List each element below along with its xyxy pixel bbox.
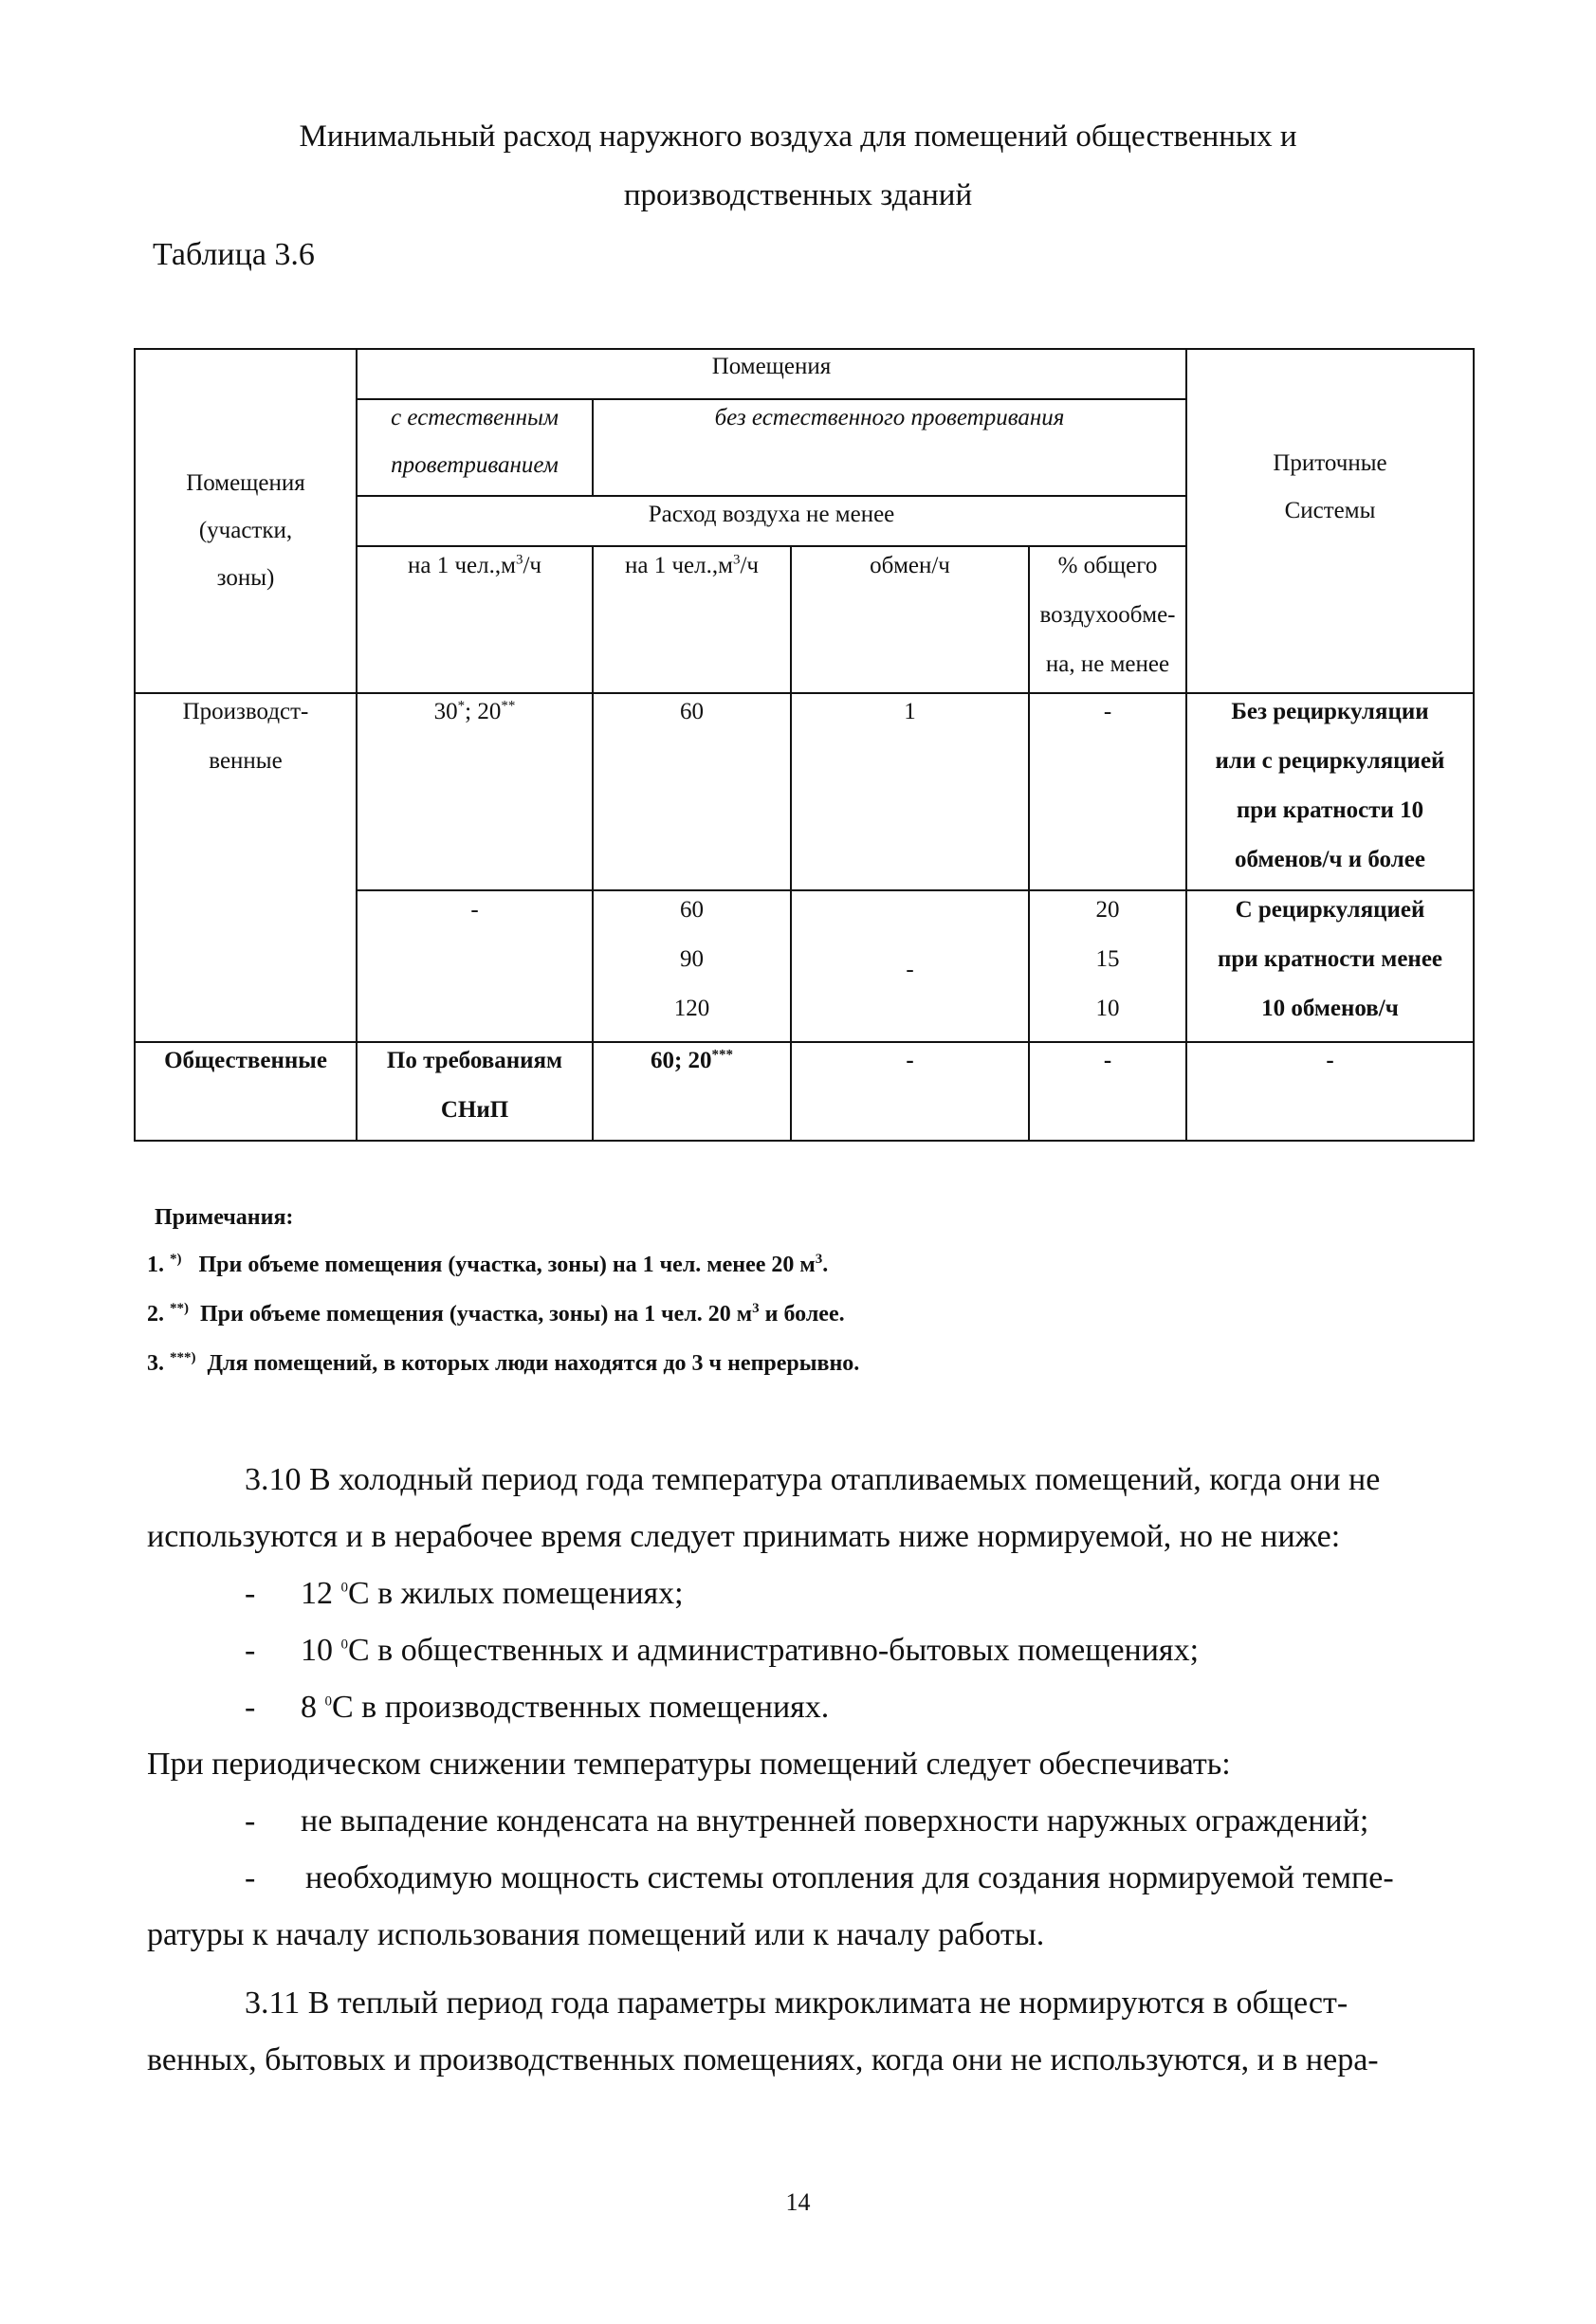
subheader-percent-line1: % общего [1057,553,1158,578]
r3-per-person: 60; 20*** [650,1047,734,1073]
bullet-condensate: не выпадение конденсата на внутренней поверхности наружных ограждений; [301,1803,1369,1839]
subheader-percent-line3: на, не менее [1045,651,1170,677]
bullet-industrial: 8 $^0$С в производственных помещениях. [301,1690,830,1725]
r2-system-line3: 10 обменов/ч [1261,996,1399,1021]
r2-system-line1: С рециркуляцией [1235,897,1425,923]
row-public-label: Общественные [164,1048,327,1073]
paragraph-3-10-line1: 3.10 В холодный период года температура отапливаемых помещений, когда они не [245,1462,1381,1497]
r2-per-person-1: 60 [680,897,704,923]
r2-percent-2: 15 [1095,946,1120,972]
r3-system: - [1326,1048,1334,1073]
r1-natural-value: 30*; 20** [433,698,516,724]
r1-exchange: 1 [904,699,916,724]
bullet-dash-3: - [245,1690,256,1725]
r3-percent: - [1103,1048,1112,1073]
header-no-natural-ventilation: без естественного проветривания [714,405,1065,430]
r2-percent-3: 10 [1095,996,1120,1021]
header-supply-systems-line1: Приточные [1273,450,1387,476]
header-supply-systems-line2: Системы [1284,498,1376,523]
r1-percent: - [1103,699,1112,724]
subheader-percent-line2: воздухообме- [1039,602,1176,628]
header-natural-ventilation-line1: с естественным [391,405,559,430]
bullet-dash-2: - [245,1633,256,1668]
notes-heading: Примечания: [155,1205,294,1230]
subheader-per-person: на 1 $чел.,м^3/ч$ [625,552,759,578]
r2-percent-1: 20 [1095,897,1120,923]
bullet-dash-5: - [245,1860,256,1895]
subheader-per-person-natural: на 1 $чел.,м^3/ч$ [408,552,541,578]
header-rooms: Помещения [186,470,305,496]
r2-exchange: - [906,957,914,982]
header-rooms-sections: (участки, [198,518,293,543]
bullet-heating-power-cont: ратуры к началу использования помещений или к началу работы. [147,1917,1045,1952]
row-industrial-label-line1: Производст- [182,699,309,724]
periodic-lowering-text: При периодическом снижении температуры помещений следует обеспечивать: [147,1747,1231,1782]
r3-natural-line2: СНиП [440,1097,509,1123]
header-air-flow: Расход воздуха не менее [648,502,895,527]
bullet-dash-4: - [245,1803,256,1839]
bullet-public: 10 $^0$С в общественных и административно-бытовых помещениях; [301,1633,1200,1668]
r2-system-line2: при кратности менее [1217,946,1443,972]
r1-system-line4: обменов/ч и более [1235,847,1425,872]
document-title-line-2: производственных зданий [623,178,973,212]
r1-system-line3: при кратности 10 [1236,797,1424,823]
bullet-residential: 12 $^0$С в жилых помещениях; [301,1576,684,1611]
page-number: 14 [785,2188,811,2216]
r2-per-person-2: 90 [680,946,704,972]
header-natural-ventilation-line2: проветриванием [391,452,559,478]
r1-system-line2: или с рециркуляцией [1215,748,1445,774]
bullet-heating-power: необходимую мощность системы отопления для создания нормируемой темпе- [305,1860,1394,1895]
r2-per-person-3: 120 [673,996,710,1021]
r3-natural-line1: По требованиям [386,1048,563,1073]
r1-system-line1: Без рециркуляции [1231,699,1429,724]
bullet-dash-1: - [245,1576,256,1611]
note-1: 1. *) При объеме помещения (участка, зоны) на 1 чел. менее 20 $м^3$. [147,1252,829,1277]
table-number: Таблица 3.6 [153,237,315,272]
header-premises-group: Помещения [711,354,832,379]
paragraph-3-10-line2: используются и в нерабочее время следует принимать ниже нормируемой, но не ниже: [147,1519,1341,1554]
document-title-line-1: Минимальный расход наружного воздуха для помещений общественных и [299,119,1297,154]
note-2: 2. **) При объеме помещения (участка, зоны) на 1 чел. 20 $м^3$ и более. [147,1301,845,1327]
header-rooms-zones: зоны) [216,565,275,591]
r3-exchange: - [906,1048,914,1073]
note-3: 3. ***) Для помещений, в которых люди находятся до 3 ч непрерывно. [147,1350,860,1376]
paragraph-3-11-line2: венных, бытовых и производственных помещениях, когда они не используются, и в нера- [147,2042,1379,2077]
row-industrial-label-line2: венные [209,748,283,774]
r1-per-person: 60 [680,699,704,724]
subheader-exchange: обмен/ч [870,553,950,578]
r2-natural: - [470,897,479,923]
paragraph-3-11-line1: 3.11 В теплый период года параметры микроклимата не нормируются в общест- [245,1985,1348,2021]
